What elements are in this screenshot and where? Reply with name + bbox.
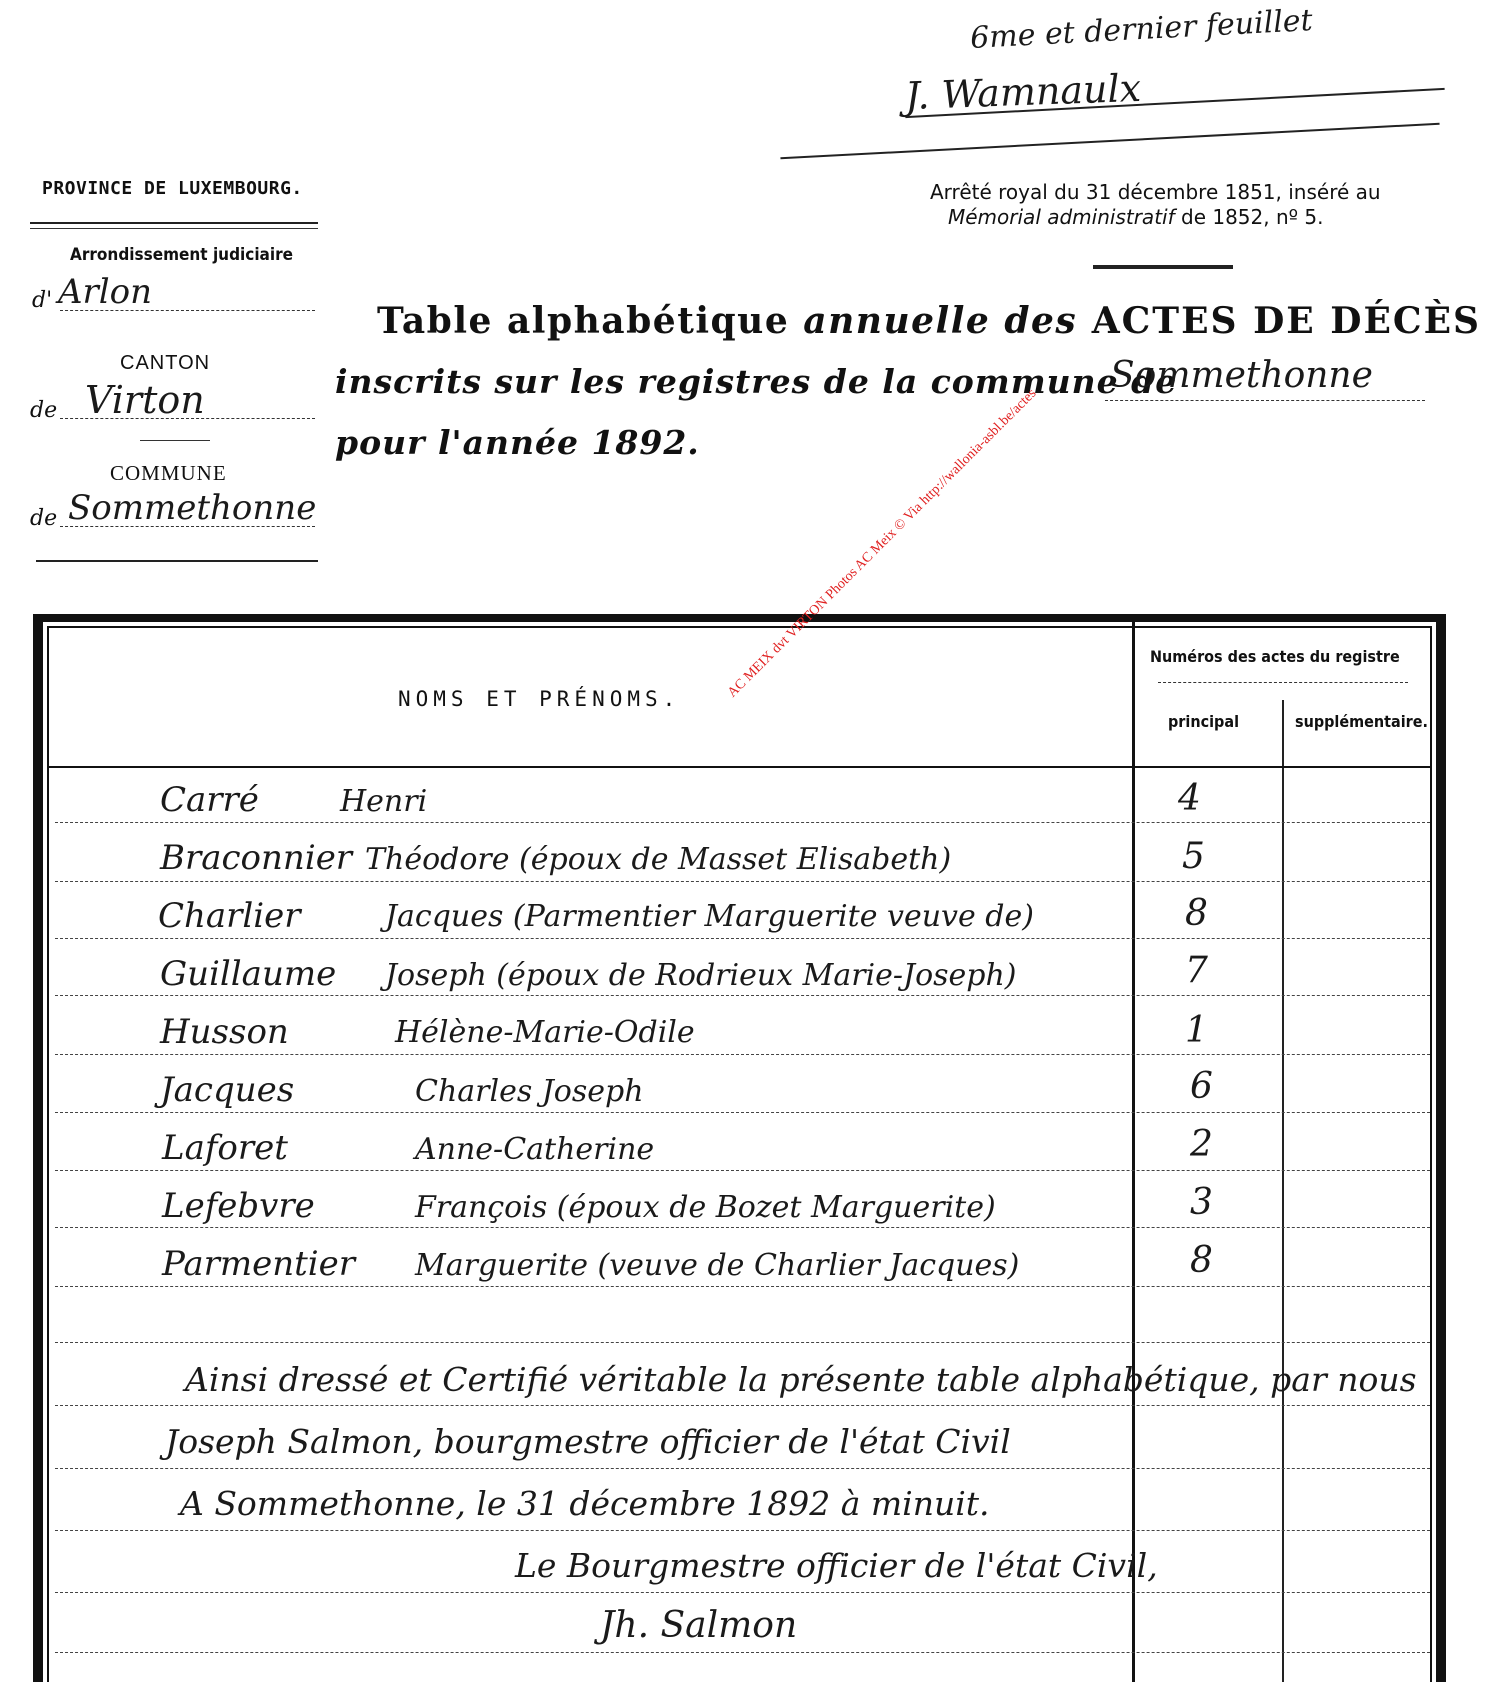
top-signature-underline	[780, 123, 1439, 160]
entry-given-name: Jacques (Parmentier Marguerite veuve de)	[385, 899, 1034, 934]
short-divider	[140, 440, 210, 441]
top-annotation: 6me et dernier feuillet	[969, 3, 1314, 56]
title-line-2: inscrits sur les registres de la commune de	[335, 362, 1178, 401]
row-rule	[55, 995, 1430, 996]
watermark: AC MEIX dvt VIRTON Photos AC Meix © Via http://wallonia-asbl.be/actes	[725, 386, 1040, 701]
entry-given-name: Théodore (époux de Masset Elisabeth)	[365, 842, 952, 877]
entry-principal-number: 5	[1182, 836, 1205, 877]
memorial-title: Mémorial administratif	[948, 205, 1175, 229]
document-title	[377, 300, 1481, 342]
row-rule	[55, 1592, 1430, 1593]
column-divider	[1132, 622, 1135, 1682]
entry-surname: Braconnier	[160, 838, 353, 878]
row-rule	[55, 938, 1430, 939]
entry-surname: Charlier	[158, 896, 301, 936]
row-rule	[55, 1112, 1430, 1113]
title-part-1: Table alphabétique	[377, 300, 804, 342]
entry-surname: Parmentier	[162, 1244, 356, 1284]
entry-given-name: Marguerite (veuve de Charlier Jacques)	[415, 1248, 1020, 1283]
divider	[36, 560, 318, 562]
column-header-principal: principal	[1168, 712, 1239, 731]
entry-given-name: Joseph (époux de Rodrieux Marie-Joseph)	[385, 958, 1017, 993]
province-label: PROVINCE DE LUXEMBOURG.	[42, 178, 303, 199]
row-rule	[55, 1227, 1430, 1228]
column-header-names: NOMS ET PRÉNOMS.	[398, 687, 681, 711]
row-rule	[55, 1530, 1430, 1531]
fill-line	[1105, 400, 1425, 401]
entry-principal-number: 8	[1185, 893, 1208, 934]
entry-principal-number: 1	[1185, 1010, 1208, 1051]
entry-principal-number: 4	[1178, 778, 1201, 819]
row-rule	[55, 1054, 1430, 1055]
decree-line-1: Arrêté royal du 31 décembre 1851, inséré au	[930, 180, 1381, 204]
numeros-underline	[1158, 682, 1408, 683]
entry-principal-number: 7	[1185, 950, 1208, 991]
top-signature: J. Wamnaulx	[904, 65, 1142, 119]
entry-given-name: Anne-Catherine	[415, 1132, 655, 1167]
commune-value: Sommethonne	[68, 488, 317, 528]
entry-surname: Lefebvre	[162, 1186, 315, 1226]
column-header-numbers: Numéros des actes du registre	[1150, 647, 1400, 666]
row-rule	[55, 1468, 1430, 1469]
entry-given-name: François (époux de Bozet Marguerite)	[415, 1190, 996, 1225]
title-commune-handwritten: Sommethonne	[1110, 355, 1373, 396]
decree-line-2	[948, 205, 1324, 229]
header-bottom-rule	[47, 766, 1432, 768]
certification-line-2: Joseph Salmon, bourgmestre officier de l'état Civil	[165, 1422, 1011, 1461]
row-rule	[55, 1405, 1430, 1406]
canton-prefix: de	[30, 398, 58, 423]
arrondissement-label: Arrondissement judiciaire	[70, 245, 294, 265]
arrondissement-prefix: d'	[32, 288, 53, 313]
title-line-3: pour l'année 1892.	[335, 423, 700, 462]
mayor-signature: Jh. Salmon	[600, 1605, 798, 1646]
canton-label: CANTON	[120, 352, 211, 374]
title-part-2: annuelle des	[803, 300, 1078, 342]
entry-surname: Husson	[160, 1012, 289, 1052]
entry-principal-number: 2	[1190, 1124, 1213, 1165]
arrondissement-value: Arlon	[58, 272, 153, 312]
divider	[30, 228, 318, 229]
row-rule	[55, 881, 1430, 882]
entry-principal-number: 6	[1190, 1066, 1213, 1107]
entry-surname: Carré	[160, 780, 259, 820]
entry-surname: Laforet	[162, 1128, 288, 1168]
row-rule	[55, 822, 1430, 823]
certification-line-4: Le Bourgmestre officier de l'état Civil,	[515, 1546, 1158, 1585]
fill-line	[60, 526, 315, 527]
row-rule	[55, 1342, 1430, 1343]
entry-given-name: Charles Joseph	[415, 1074, 644, 1109]
row-rule	[55, 1286, 1430, 1287]
column-header-supplementaire: supplémentaire.	[1295, 712, 1428, 731]
entry-given-name: Henri	[340, 784, 428, 819]
fill-line	[60, 310, 315, 311]
entry-surname: Guillaume	[160, 954, 337, 994]
row-rule	[55, 1170, 1430, 1171]
commune-prefix: de	[30, 506, 58, 531]
divider	[30, 222, 318, 224]
entry-surname: Jacques	[160, 1070, 295, 1110]
row-rule	[55, 1652, 1430, 1653]
entry-principal-number: 8	[1190, 1240, 1213, 1281]
canton-value: Virton	[85, 378, 205, 422]
fill-line	[60, 418, 315, 419]
entry-principal-number: 3	[1190, 1182, 1213, 1223]
column-divider	[1282, 700, 1284, 1682]
title-part-3: ACTES DE DÉCÈS	[1077, 300, 1482, 342]
certification-line-1: Ainsi dressé et Certifié véritable la présente table alphabétique, par nous	[185, 1360, 1417, 1399]
decree-line-2-rest: de 1852, nº 5.	[1174, 205, 1324, 229]
entry-given-name: Hélène-Marie-Odile	[395, 1015, 695, 1050]
commune-label: COMMUNE	[110, 461, 227, 485]
certification-line-3: A Sommethonne, le 31 décembre 1892 à minuit.	[180, 1484, 990, 1523]
decree-divider	[1093, 265, 1233, 269]
